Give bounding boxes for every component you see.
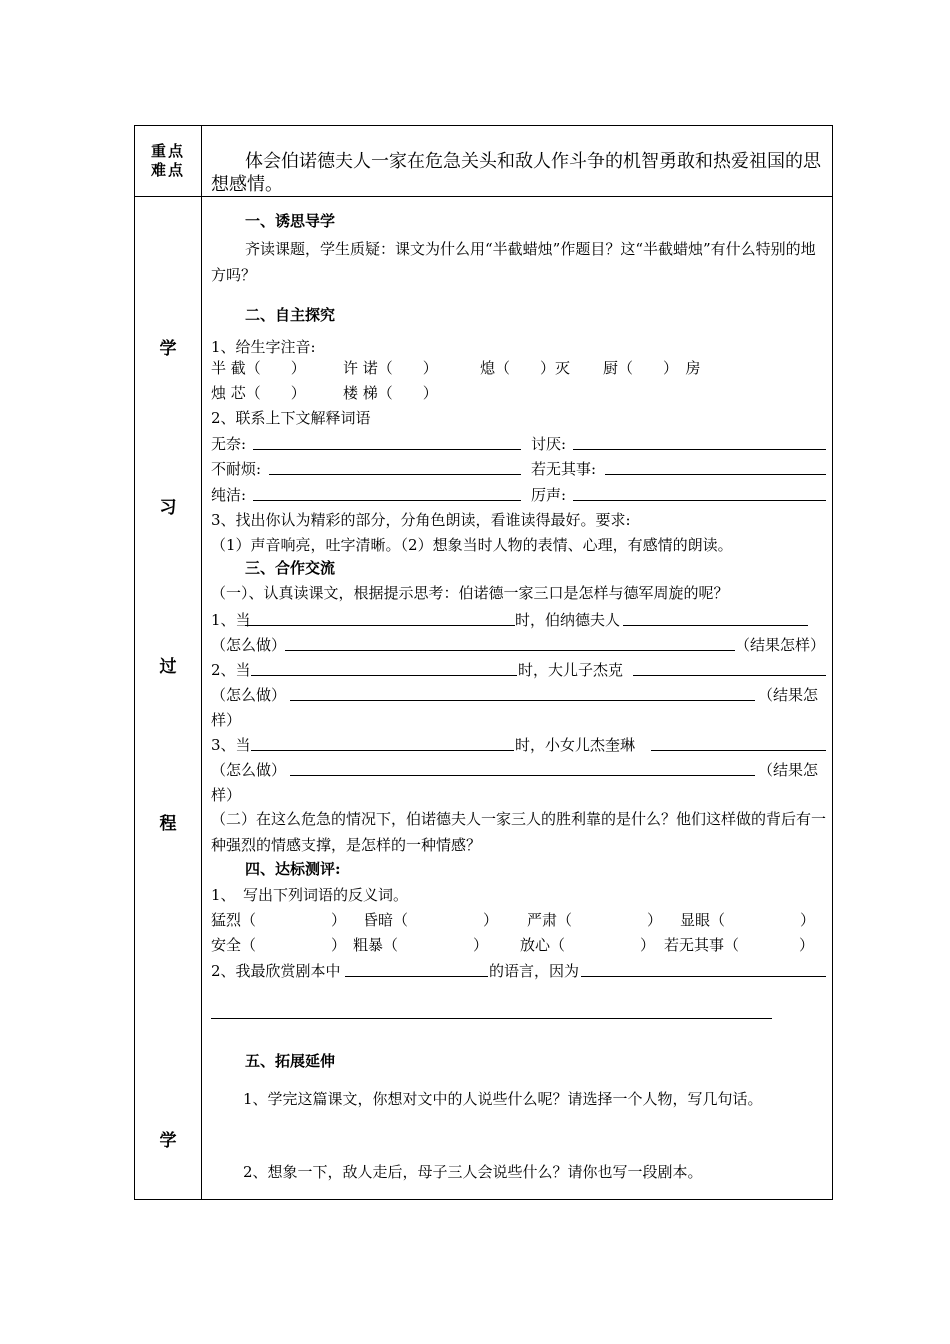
- key-points-label: [135, 142, 201, 180]
- answer-line[interactable]: [345, 976, 488, 977]
- phonetic-item: 1、给生字注音:: [211, 338, 316, 356]
- pinyin-4: 厨（ ） 房: [603, 359, 701, 377]
- reading-item: 3、找出你认为精彩的部分，分角色朗读，看谁读得最好。要求:: [211, 511, 631, 529]
- word-ruowuqishi: 若无其事:: [531, 460, 597, 478]
- answer-line[interactable]: [285, 650, 735, 651]
- side-char-4: 程: [159, 814, 177, 834]
- word-bunaifan: 不耐烦:: [211, 460, 262, 478]
- answer-line[interactable]: [573, 449, 826, 450]
- key-points-line2: 难点: [150, 161, 185, 179]
- side-char-2: 习: [159, 498, 177, 518]
- row3-result-cont: 样）: [211, 786, 242, 804]
- row2-result-cont: 样）: [211, 711, 242, 729]
- answer-line[interactable]: [581, 976, 826, 977]
- answer-line[interactable]: [290, 700, 755, 701]
- appreciate-text-a: 2、我最欣赏剧本中: [211, 962, 341, 980]
- answer-line[interactable]: [253, 449, 521, 450]
- answer-line[interactable]: [269, 474, 521, 475]
- antonym-3: 严肃（ ）: [527, 911, 663, 929]
- row3-result: （结果怎: [758, 761, 819, 779]
- row1-who: 时，伯纳德夫人: [515, 611, 621, 629]
- question-1: （一）、认真读课文，根据提示思考：伯诺德一家三口是怎样与德军周旋的呢？: [211, 584, 729, 602]
- lesson-plan-table: [134, 125, 833, 1200]
- pinyin-1: 半 截（ ）: [211, 359, 306, 377]
- side-char-3: 过: [159, 657, 177, 677]
- answer-line[interactable]: [290, 775, 755, 776]
- question-2: （二）在这么危急的情况下，伯诺德夫人一家三人的胜利靠的是什么？他们这样做的背后有一种强烈的情感支撑，是怎样的一种情感？: [211, 810, 827, 854]
- extension-item-2: 2、想象一下，敌人走后，母子三人会说些什么？请你也写一段剧本。: [243, 1163, 703, 1181]
- pinyin-3: 熄（ ）灭: [480, 359, 571, 377]
- extension-item-1: 1、学完这篇课文，你想对文中的人说些什么呢？请选择一个人物，写几句话。: [243, 1090, 763, 1108]
- side-char-5: 学: [159, 1131, 177, 1151]
- pinyin-5: 烛 芯（ ）: [211, 384, 306, 402]
- answer-line[interactable]: [245, 625, 515, 626]
- row2-result: （结果怎: [758, 686, 819, 704]
- answer-line[interactable]: [211, 1018, 772, 1019]
- word-chunjie: 纯洁:: [211, 486, 247, 504]
- row1-when-label: 1、当: [211, 611, 251, 629]
- antonym-4: 显眼（ ）: [680, 911, 816, 929]
- answer-line[interactable]: [605, 474, 826, 475]
- section5-title: 五、拓展延伸: [245, 1052, 336, 1070]
- row-divider: [135, 196, 832, 197]
- appreciate-text-b: 的语言，因为: [489, 962, 580, 980]
- pinyin-2: 许 诺（ ）: [343, 359, 438, 377]
- answer-line[interactable]: [251, 750, 514, 751]
- section1-text: 齐读课题，学生质疑：课文为什么用“半截蜡烛”作题目？这“半截蜡烛”有什么特别的地方吗？: [211, 240, 816, 284]
- antonym-2: 昏暗（ ）: [363, 911, 499, 929]
- answer-line[interactable]: [651, 750, 826, 751]
- antonym-1: 猛烈（ ）: [211, 911, 347, 929]
- antonym-item: 1、 写出下列词语的反义词。: [211, 886, 409, 904]
- section4-title: 四、达标测评:: [245, 860, 341, 878]
- row2-who: 时，大儿子杰克: [518, 661, 624, 679]
- antonym-6: 粗暴（ ）: [353, 936, 489, 954]
- row2-how: （怎么做）: [211, 686, 287, 704]
- answer-line[interactable]: [253, 500, 521, 501]
- side-char-1: 学: [159, 339, 177, 359]
- antonym-8: 若无其事（ ）: [664, 936, 815, 954]
- reading-requirements: （1）声音响亮，吐字清晰。（2）想象当时人物的表情、心理，有感情的朗读。: [211, 536, 733, 554]
- word-lisheng: 厉声:: [531, 486, 567, 504]
- objective-text: 体会伯诺德夫人一家在危急关头和敌人作斗争的机智勇敢和热爱祖国的思想感情。: [211, 151, 821, 195]
- answer-line[interactable]: [633, 675, 826, 676]
- row3-when-label: 3、当: [211, 736, 251, 754]
- answer-line[interactable]: [573, 500, 826, 501]
- pinyin-6: 楼 梯（ ）: [343, 384, 438, 402]
- column-divider: [201, 126, 202, 1199]
- answer-line[interactable]: [623, 625, 808, 626]
- answer-line[interactable]: [251, 675, 517, 676]
- explain-item: 2、联系上下文解释词语: [211, 409, 371, 427]
- row3-how: （怎么做）: [211, 761, 287, 779]
- word-taoyan: 讨厌:: [531, 435, 567, 453]
- key-points-line1: 重点: [150, 142, 185, 160]
- antonym-5: 安全（ ）: [211, 936, 347, 954]
- row1-result: （结果怎样）: [735, 636, 826, 654]
- word-wunai: 无奈:: [211, 435, 247, 453]
- row3-who: 时，小女儿杰奎琳: [515, 736, 636, 754]
- section2-title: 二、自主探究: [245, 306, 336, 324]
- section1-title: 一、诱思导学: [245, 212, 336, 230]
- row1-how: （怎么做）: [211, 636, 287, 654]
- row2-when-label: 2、当: [211, 661, 251, 679]
- section3-title: 三、合作交流: [245, 559, 336, 577]
- antonym-7: 放心（ ）: [520, 936, 656, 954]
